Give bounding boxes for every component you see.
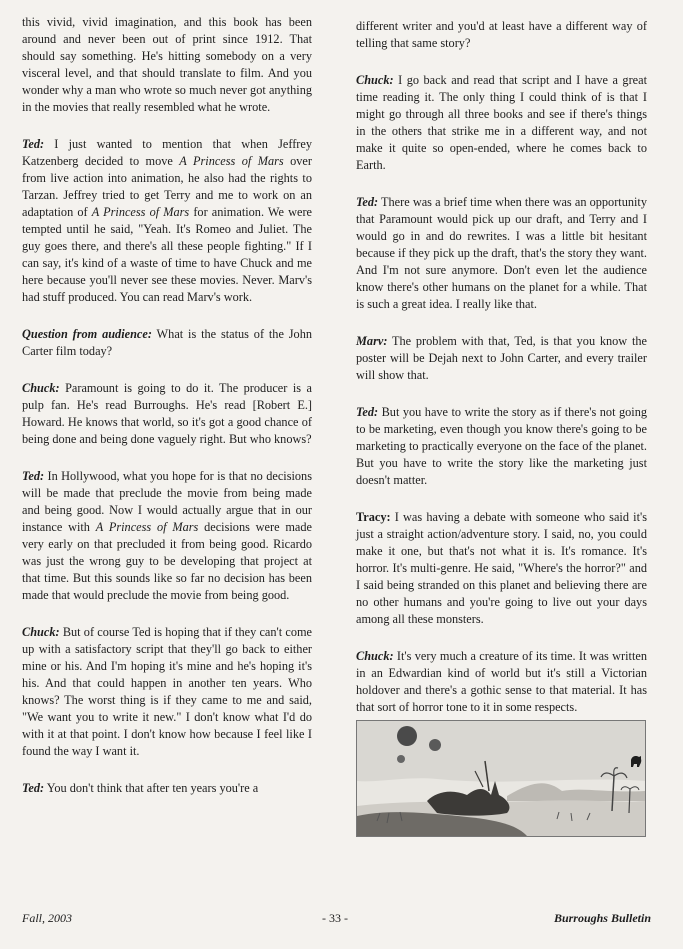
paragraph: Ted: You don't think that after ten years you're a	[22, 781, 259, 795]
martian-landscape-illustration	[356, 720, 646, 837]
page-number: - 33 -	[322, 911, 348, 925]
illustration-drawing	[357, 721, 645, 836]
speaker-label: Ted:	[22, 137, 45, 151]
paragraph: Question from audience: What is the status of the John Carter film today?	[22, 327, 312, 358]
paragraph: Chuck: It's very much a creature of its time. It was written in an Edwardian kind of world but it's still a Victorian holdover and there's a gothic sense to that material. It has that sort of horror tone to it in some respects.	[356, 649, 647, 714]
paragraph: Ted: In Hollywood, what you hope for is that no decisions will be made that preclude the movie from being made and being good. Now I would actually argue that in our instance with A Princess of Mars decisions were made very early on that precluded it from being good. Ricardo was just the wrong guy to be developing that project at that time. But this sounds like so far no decision has been made that would preclude the movie from being good.	[22, 469, 312, 602]
paragraph: Chuck: I go back and read that script and I have a great time reading it. The only thing I could think of is that I might go through all three books and see if there's things in the others that strike me in a different way, and not make it quite so open-ended, where he comes back to Earth.	[356, 73, 647, 172]
speaker-label: Chuck:	[22, 381, 60, 395]
speaker-label: Marv:	[356, 334, 388, 348]
speaker-label: Ted:	[22, 781, 45, 795]
speaker-label: Tracy:	[356, 510, 391, 524]
paragraph: Tracy: I was having a debate with someone who said it's just a straight action/adventure story. I said, no, you could make it one, but that's not what it is. It's romance. It's horror. It's multi-genre. He said, "Where's the horror?" and I said being stranded on this planet and believing there are no other humans and you're going to live out your days among all these monsters.	[356, 510, 647, 626]
thoat-end-mark-icon	[630, 754, 642, 768]
speaker-label: Chuck:	[22, 625, 60, 639]
speaker-label: Chuck:	[356, 649, 394, 663]
right-column	[356, 18, 647, 837]
book-title: A Princess of Mars	[179, 154, 284, 168]
speaker-label: Ted:	[356, 405, 379, 419]
speaker-label: Chuck:	[356, 73, 394, 87]
publication-name: Burroughs Bulletin	[553, 911, 651, 925]
paragraph: Ted: There was a brief time when there was an opportunity that Paramount would pick up our draft, and Terry and I would go in and do rewrites. I was a little bit hesitant because if they pick up the draft, that's the story they want. And I'm not sure anymore. Don't even let the audience know there's other humans on the planet for a while. That is such a great idea. I really like that.	[356, 195, 647, 311]
left-column	[22, 14, 312, 817]
book-title: A Princess of Mars	[91, 205, 190, 219]
paragraph: this vivid, vivid imagination, and this book has been around and never been out of print since 1912. That should say something. He's hitting somebody on a very visceral level, and that should translate to film. And you wonder why a man who wrote so much never got anything in the movies that really resembled what he wrote.	[22, 15, 312, 114]
paragraph: Ted: I just wanted to mention that when Jeffrey Katzenberg decided to move A Princess of Mars over from live action into animation, he also had the rights to Tarzan. Jeffrey tried to get Terry and me to work on an adaptation of A Princess of Mars for animation. We were tempted until he said, "Yeah. It's Romeo and Juliet. The guy goes there, and there's all these people fighting." If I can say, it's kind of a waste of time to have Chuck and me here because you'll never see these movies. Never. Marv's had stuff produced. You can read Marv's work.	[22, 137, 313, 304]
paragraph: different writer and you'd at least have a different way of telling that same story?	[356, 19, 647, 50]
paragraph: Chuck: Paramount is going to do it. The producer is a pulp fan. He's read Burroughs. He's read [Robert E.] Howard. He knows that world, so it's got a good chance of being done and being done vaguely right. But who knows?	[22, 381, 312, 446]
paragraph: Chuck: But of course Ted is hoping that if they can't come up with a satisfactory script that they'll go back to either mine or his. And I'm hoping it's mine and he's hoping it's his. And that could happen in another ten years. Who knows? The worst thing is if they came to me and said, "We want you to write it new." I don't know what I'd do with it at that point. I don't know how because I feel like I found the way I want it.	[22, 625, 312, 758]
speaker-label: Ted:	[22, 469, 45, 483]
book-title: A Princess of Mars	[95, 520, 199, 534]
paragraph: Marv: The problem with that, Ted, is that you know the poster will be Dejah next to John Carter, and every trailer will show that.	[356, 334, 647, 382]
speaker-label: Ted:	[356, 195, 379, 209]
paragraph: Ted: But you have to write the story as if there's not going to be marketing, even though you know there's going to be marketing to practically everyone on the face of the planet. But you have to write the story like the marketing just doesn't matter.	[356, 405, 647, 487]
issue-date: Fall, 2003	[22, 911, 72, 925]
speaker-label: Question from audience:	[22, 327, 152, 341]
